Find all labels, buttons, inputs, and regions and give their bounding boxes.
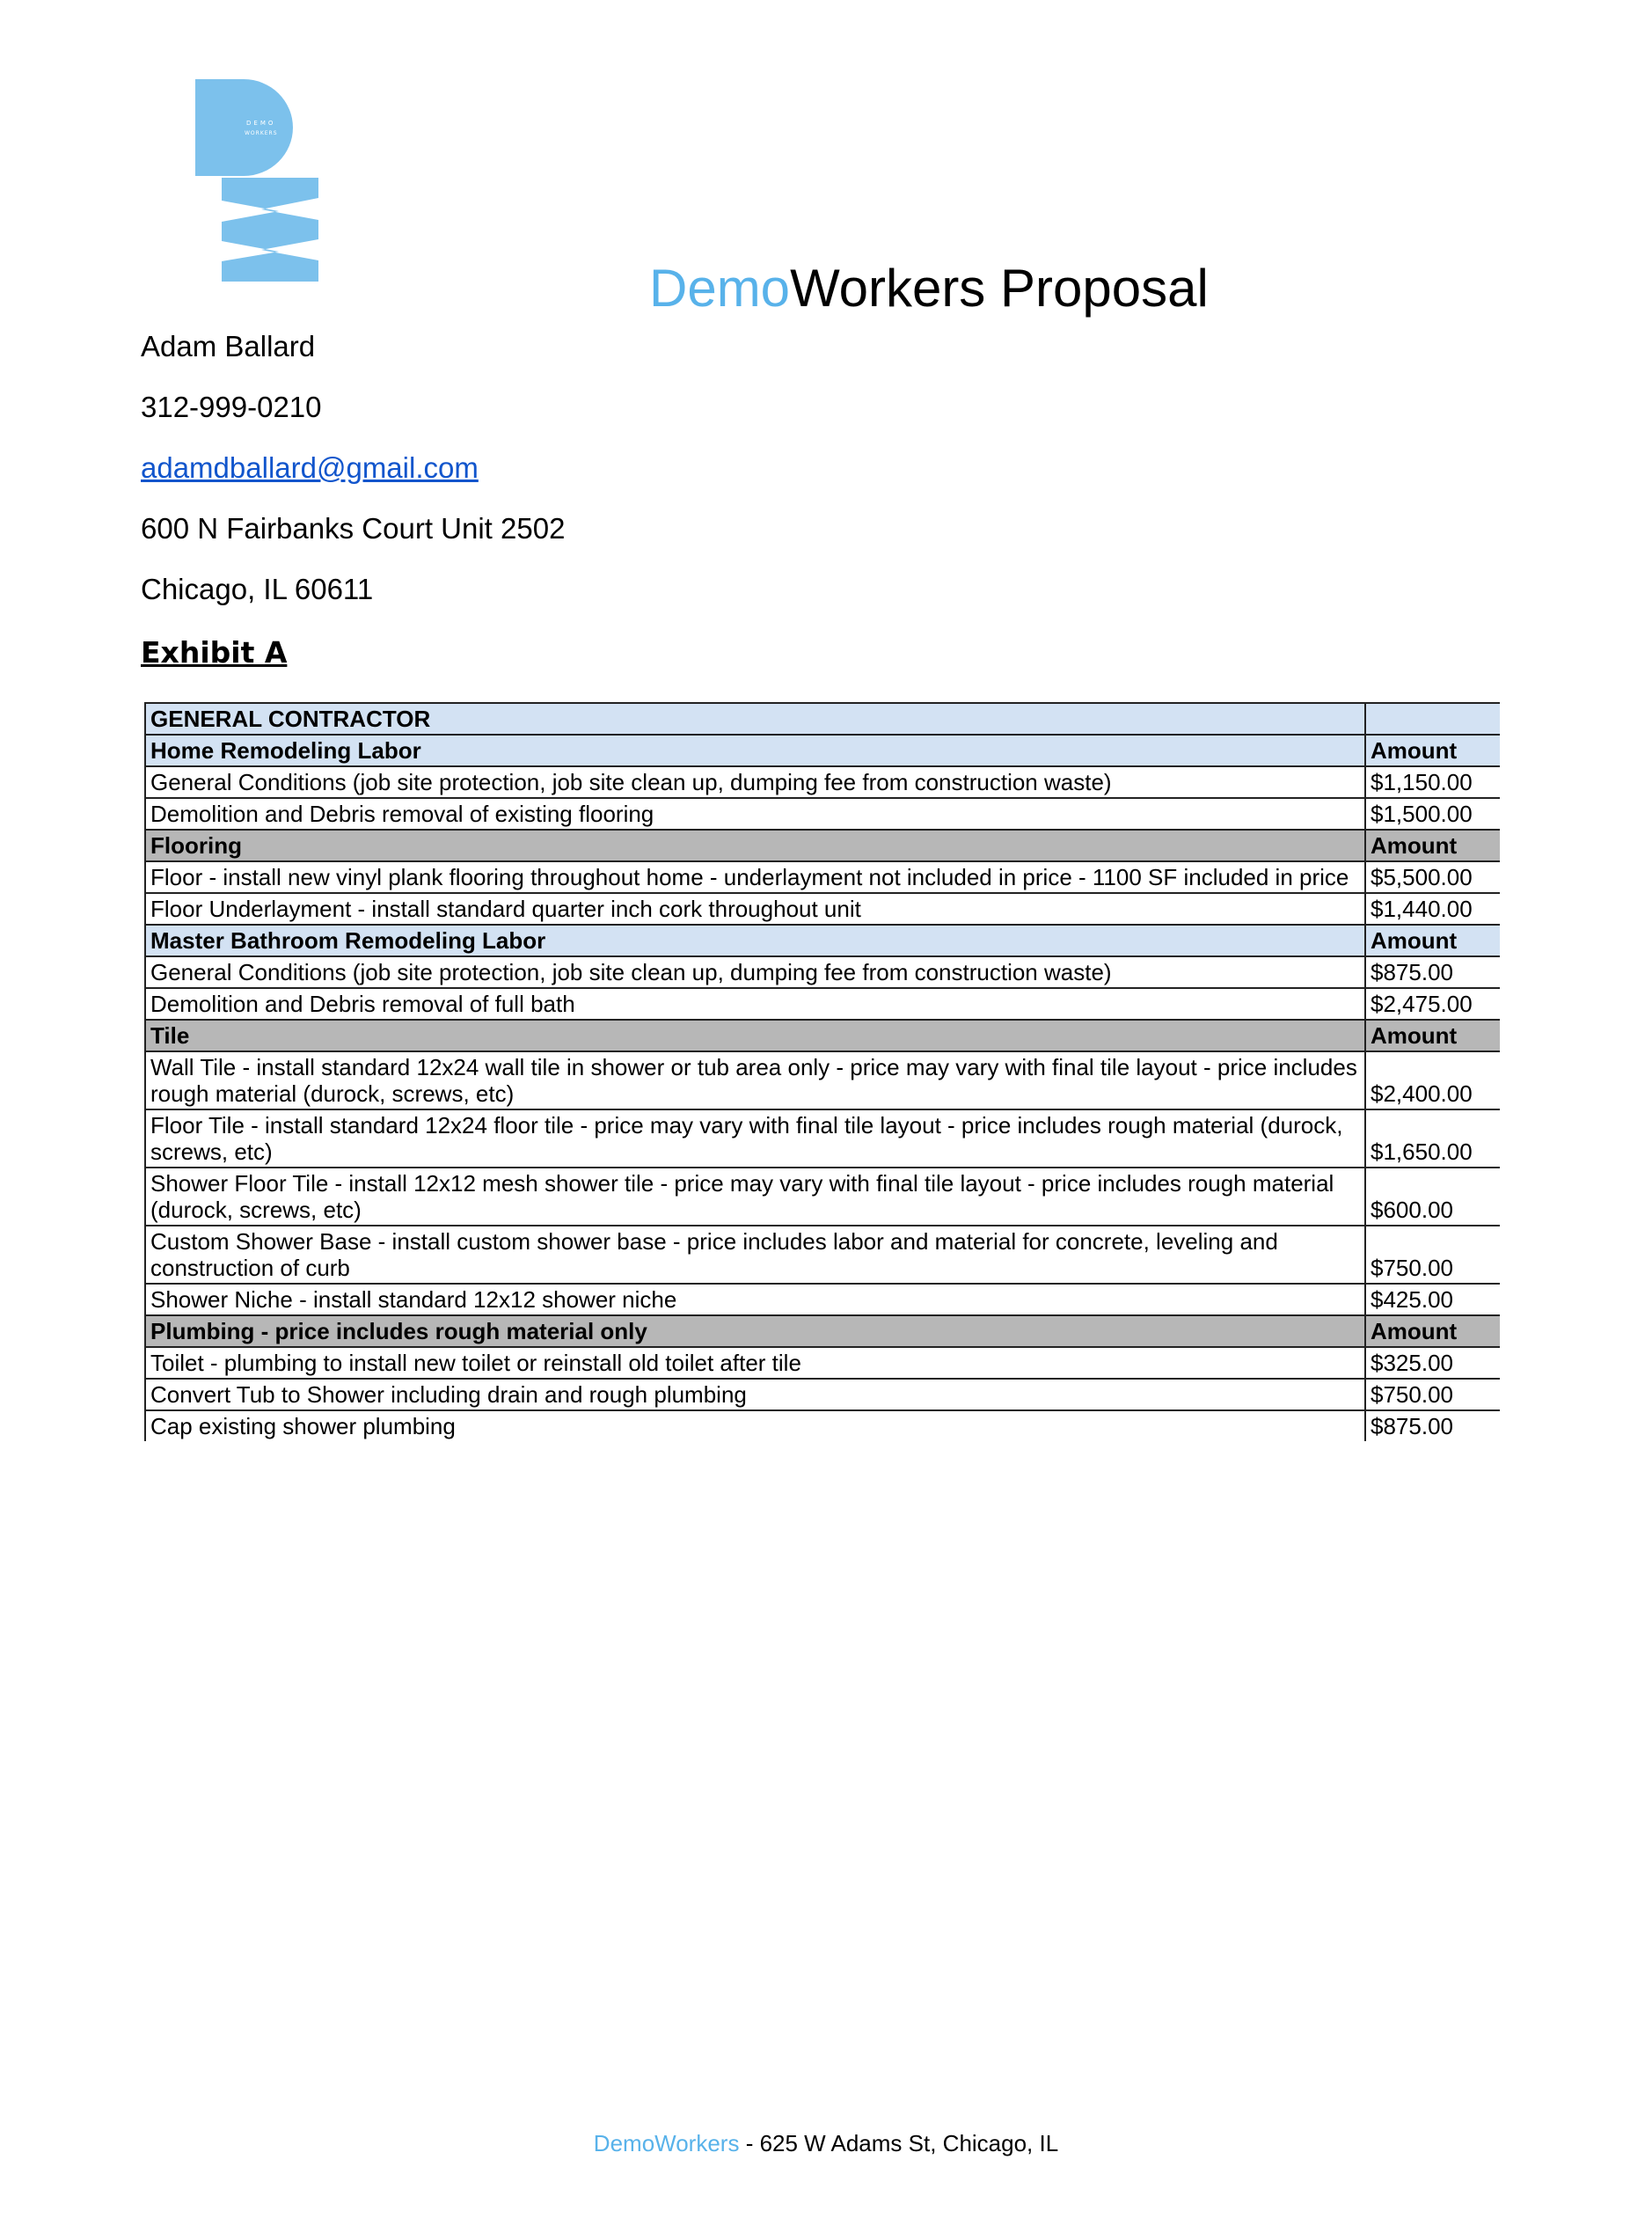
item-amount: $1,150.00 [1365, 766, 1500, 798]
demoworkers-logo-icon [195, 79, 323, 304]
item-description: General Conditions (job site protection, job site clean up, dumping fee from construction waste) [145, 766, 1365, 798]
section-title: Master Bathroom Remodeling Labor [145, 925, 1365, 956]
item-amount: $600.00 [1365, 1168, 1500, 1226]
table-row [145, 1109, 1500, 1168]
item-amount: $2,400.00 [1365, 1051, 1500, 1109]
client-email-link[interactable]: adamdballard@gmail.com [141, 451, 479, 484]
exhibit-heading: Exhibit A [141, 635, 288, 670]
table-row [145, 956, 1500, 988]
table-row [145, 798, 1500, 830]
item-description: Wall Tile - install standard 12x24 wall tile in shower or tub area only - price may vary with final tile layout - price includes rough material (durock, screws, etc) [145, 1051, 1365, 1109]
amount-header: Amount [1365, 925, 1500, 956]
title-rest: Workers Proposal [790, 259, 1209, 318]
client-address-line2: Chicago, IL 60611 [141, 573, 374, 605]
amount-header: Amount [1365, 735, 1500, 766]
table-row [145, 893, 1500, 925]
page-footer [0, 2129, 1652, 2157]
item-amount: $750.00 [1365, 1379, 1500, 1410]
item-amount: $1,650.00 [1365, 1109, 1500, 1168]
table-row [145, 988, 1500, 1020]
item-description: Shower Floor Tile - install 12x12 mesh shower tile - price may vary with final tile layout - price includes rough material (durock, screws, etc) [145, 1168, 1365, 1226]
logo-wordmark-bottom: WORKERS [245, 130, 278, 136]
amount-header: Amount [1365, 1020, 1500, 1051]
client-name: Adam Ballard [141, 330, 316, 362]
item-description: Floor - install new vinyl plank flooring throughout home - underlayment not included in price - 1100 SF included in price [145, 861, 1365, 893]
table-row [145, 1410, 1500, 1441]
item-description: Shower Niche - install standard 12x12 shower niche [145, 1284, 1365, 1315]
item-amount: $5,500.00 [1365, 861, 1500, 893]
section-title: Flooring [145, 830, 1365, 861]
section-title: GENERAL CONTRACTOR [145, 703, 1365, 735]
footer-brand: DemoWorkers [593, 2130, 740, 2156]
section-header-row [145, 925, 1500, 956]
item-description: Custom Shower Base - install custom shower base - price includes labor and material for concrete, leveling and construction of curb [145, 1226, 1365, 1284]
amount-header [1365, 703, 1500, 735]
estimate-table-body [145, 703, 1500, 1441]
client-phone: 312-999-0210 [141, 391, 322, 423]
company-logo [195, 79, 323, 304]
item-description: Convert Tub to Shower including drain and rough plumbing [145, 1379, 1365, 1410]
amount-header: Amount [1365, 1315, 1500, 1347]
amount-header: Amount [1365, 830, 1500, 861]
table-row [145, 1051, 1500, 1109]
item-amount: $425.00 [1365, 1284, 1500, 1315]
table-row [145, 1168, 1500, 1226]
item-amount: $875.00 [1365, 956, 1500, 988]
client-address-line1: 600 N Fairbanks Court Unit 2502 [141, 512, 566, 545]
item-description: Demolition and Debris removal of existing flooring [145, 798, 1365, 830]
table-row [145, 1347, 1500, 1379]
logo-wordmark-top: DEMO [246, 120, 276, 127]
item-description: Toilet - plumbing to install new toilet or reinstall old toilet after tile [145, 1347, 1365, 1379]
section-header-row [145, 735, 1500, 766]
table-row [145, 1379, 1500, 1410]
table-row [145, 861, 1500, 893]
item-amount: $2,475.00 [1365, 988, 1500, 1020]
item-amount: $325.00 [1365, 1347, 1500, 1379]
item-description: Floor Underlayment - install standard quarter inch cork throughout unit [145, 893, 1365, 925]
proposal-title [649, 257, 1209, 320]
title-accent: Demo [649, 259, 791, 318]
section-header-row [145, 1315, 1500, 1347]
item-description: Cap existing shower plumbing [145, 1410, 1365, 1441]
item-amount: $1,500.00 [1365, 798, 1500, 830]
table-row [145, 1226, 1500, 1284]
estimate-table [144, 702, 1500, 1441]
footer-address: - 625 W Adams St, Chicago, IL [739, 2130, 1059, 2156]
item-description: Demolition and Debris removal of full bath [145, 988, 1365, 1020]
item-description: General Conditions (job site protection, job site clean up, dumping fee from construction waste) [145, 956, 1365, 988]
table-row [145, 1284, 1500, 1315]
section-title: Home Remodeling Labor [145, 735, 1365, 766]
item-description: Floor Tile - install standard 12x24 floor tile - price may vary with final tile layout - price includes rough material (durock, screws, etc) [145, 1109, 1365, 1168]
item-amount: $875.00 [1365, 1410, 1500, 1441]
section-header-row [145, 703, 1500, 735]
table-row [145, 766, 1500, 798]
section-header-row [145, 830, 1500, 861]
item-amount: $1,440.00 [1365, 893, 1500, 925]
section-title: Plumbing - price includes rough material only [145, 1315, 1365, 1347]
item-amount: $750.00 [1365, 1226, 1500, 1284]
section-title: Tile [145, 1020, 1365, 1051]
section-header-row [145, 1020, 1500, 1051]
